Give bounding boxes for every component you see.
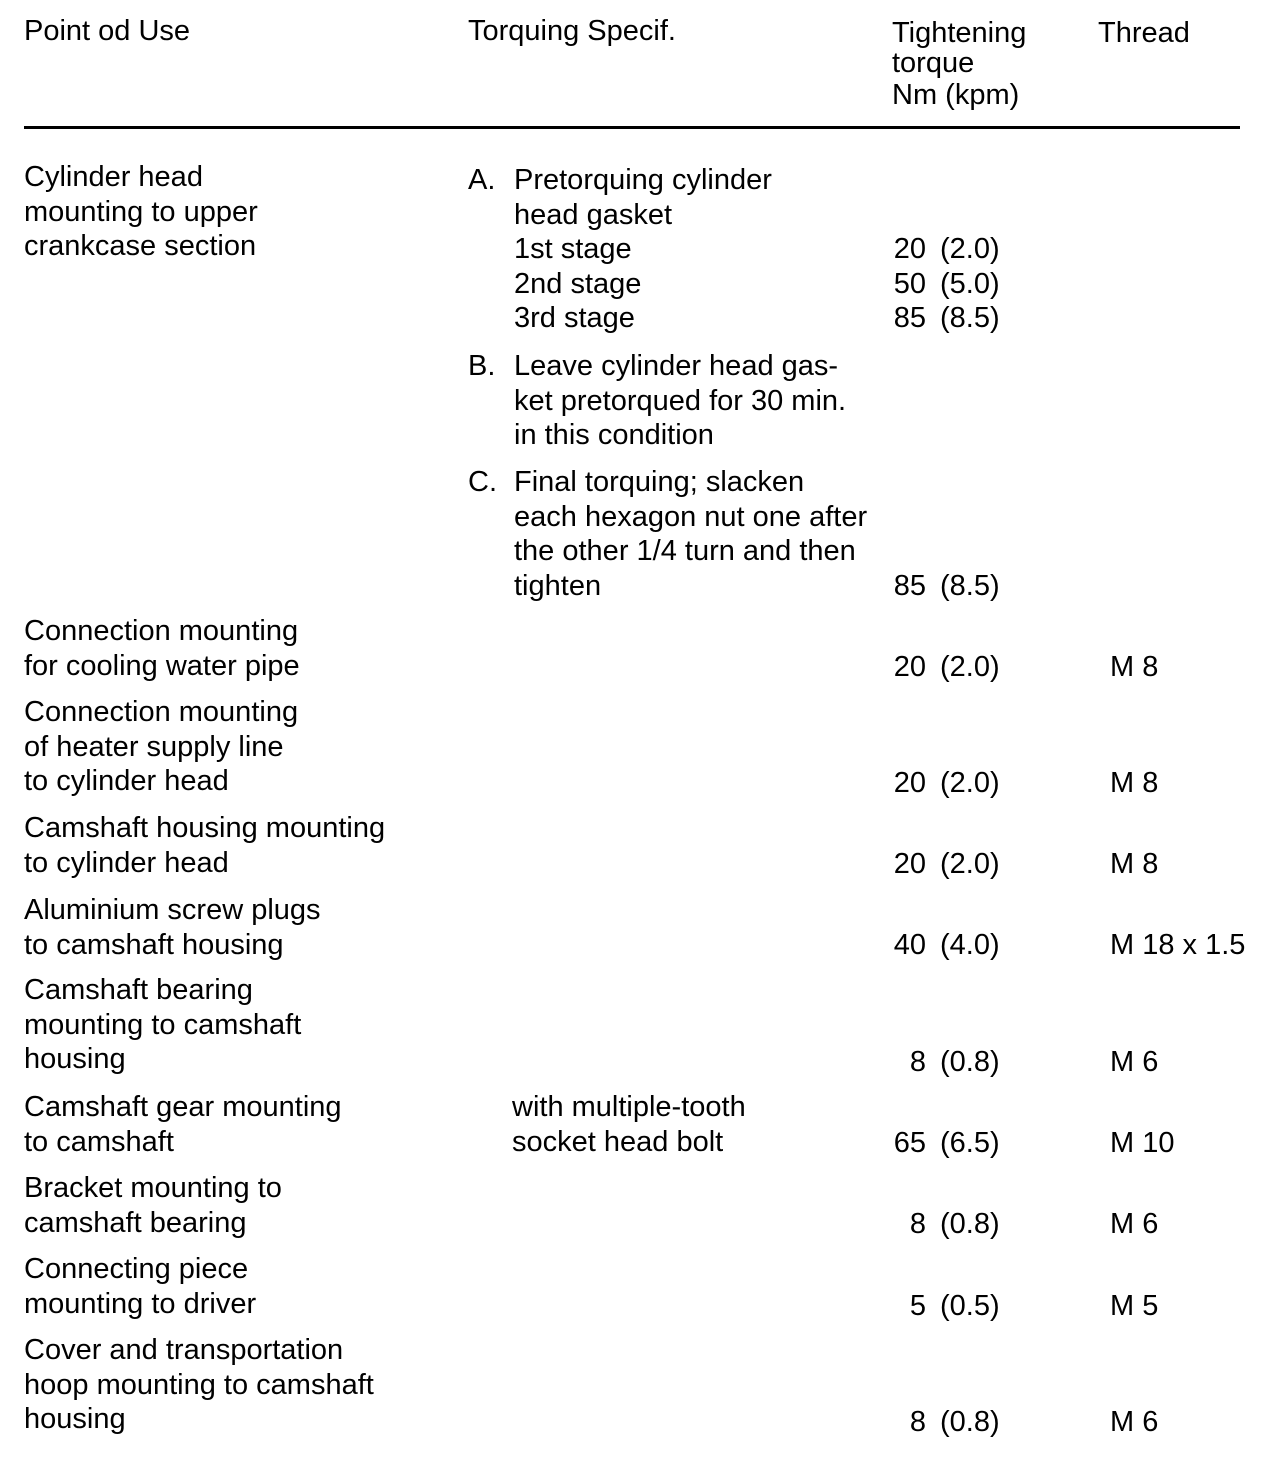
- point-line: mounting to upper: [24, 195, 258, 228]
- row-thread: M 6: [1110, 1046, 1159, 1078]
- stage-kpm: (5.0): [940, 267, 1000, 300]
- point-line: mounting to camshaft: [24, 1008, 302, 1041]
- row-thread: M 5: [1110, 1290, 1159, 1322]
- stage-kpm-values: [940, 232, 1000, 336]
- point-line: Camshaft housing mounting: [24, 812, 386, 844]
- row-point: [24, 893, 321, 962]
- row-point: [24, 695, 298, 799]
- spec-line: socket head bolt: [512, 1125, 724, 1158]
- step-a-text: [514, 163, 772, 336]
- spec-line: Pretorquing cylinder: [514, 164, 772, 196]
- stage-kpm: (8.5): [940, 302, 1000, 334]
- stage-kpm: (2.0): [940, 233, 1000, 265]
- point-line: to camshaft: [24, 1125, 174, 1158]
- step-b-text: [514, 349, 846, 453]
- point-line: mounting to driver: [24, 1287, 257, 1320]
- spec-line: Leave cylinder head gas-: [514, 350, 839, 382]
- row-kpm: (2.0): [940, 767, 1000, 799]
- point-line: Aluminium screw plugs: [24, 894, 321, 926]
- step-a-marker: A.: [468, 164, 496, 196]
- stage-label: 2nd stage: [514, 267, 642, 300]
- point-line: Cover and transportation: [24, 1334, 344, 1366]
- row-thread: M 8: [1110, 767, 1159, 799]
- point-line: Connection mounting: [24, 696, 299, 728]
- header-point-of-use: Point od Use: [24, 15, 191, 47]
- point-line: crankcase section: [24, 230, 257, 262]
- header-torquing-spec: Torquing Specif.: [468, 15, 676, 47]
- spec-line: in this condition: [514, 419, 714, 451]
- spec-line: ket pretorqued for 30 min.: [514, 384, 847, 417]
- row-kpm: (0.5): [940, 1290, 1000, 1322]
- cylinder-head-point: [24, 160, 258, 264]
- step-c-kpm: (8.5): [940, 570, 1000, 602]
- spec-line: tighten: [514, 569, 602, 602]
- point-line: Bracket mounting to: [24, 1172, 282, 1204]
- step-b-marker: B.: [468, 350, 496, 382]
- row-nm: 40: [893, 929, 926, 961]
- row-point: [24, 973, 301, 1077]
- spec-line: head gasket: [514, 198, 673, 231]
- row-nm: 65: [893, 1127, 926, 1159]
- row-kpm: (2.0): [940, 848, 1000, 880]
- row-thread: M 10: [1110, 1127, 1175, 1159]
- point-line: to cylinder head: [24, 846, 229, 879]
- point-line: hoop mounting to camshaft: [24, 1368, 374, 1401]
- stage-nm: 50: [893, 267, 926, 300]
- stage-nm-values: [870, 232, 926, 336]
- row-point: [24, 811, 385, 880]
- row-nm: 8: [909, 1046, 926, 1078]
- stage-label: 1st stage: [514, 233, 632, 265]
- row-nm: 20: [893, 848, 926, 880]
- point-line: Camshaft bearing: [24, 974, 253, 1006]
- header-torque-line: torque: [892, 47, 975, 79]
- row-kpm: (0.8): [940, 1046, 1000, 1078]
- row-kpm: (6.5): [940, 1127, 1000, 1159]
- row-nm: 5: [909, 1290, 926, 1322]
- row-kpm: (0.8): [940, 1208, 1000, 1240]
- step-c-marker: C.: [468, 466, 497, 498]
- point-line: Connection mounting: [24, 615, 299, 647]
- point-line: of heater supply line: [24, 730, 284, 763]
- point-line: Camshaft gear mounting: [24, 1091, 342, 1123]
- stage-label: 3rd stage: [514, 302, 635, 334]
- row-point: [24, 1171, 282, 1240]
- header-tightening-torque: [892, 16, 1026, 112]
- point-line: housing: [24, 1403, 126, 1435]
- row-spec: [512, 1090, 746, 1159]
- header-thread: Thread: [1098, 17, 1190, 49]
- point-line: Cylinder head: [24, 161, 203, 193]
- row-kpm: (4.0): [940, 929, 1000, 961]
- row-point: [24, 1090, 342, 1159]
- row-nm: 20: [893, 767, 926, 799]
- row-thread: M 6: [1110, 1406, 1159, 1438]
- row-nm: 20: [893, 651, 926, 683]
- header-torque-line: Nm (kpm): [892, 79, 1020, 111]
- row-thread: M 6: [1110, 1208, 1159, 1240]
- header-torque-line: Tightening: [892, 17, 1027, 49]
- point-line: to camshaft housing: [24, 928, 284, 961]
- row-thread: M 8: [1110, 848, 1159, 880]
- stage-nm: 20: [893, 233, 926, 265]
- step-c-text: [514, 465, 867, 603]
- row-kpm: (2.0): [940, 651, 1000, 683]
- point-line: for cooling water pipe: [24, 649, 300, 682]
- spec-line: the other 1/4 turn and then: [514, 535, 856, 567]
- row-kpm: (0.8): [940, 1406, 1000, 1438]
- point-line: camshaft bearing: [24, 1206, 247, 1239]
- header-divider: [24, 126, 1240, 129]
- row-thread: M 18 x 1.5: [1110, 929, 1246, 961]
- row-nm: 8: [909, 1208, 926, 1240]
- spec-line: Final torquing; slacken: [514, 466, 805, 498]
- spec-line: each hexagon nut one after: [514, 500, 868, 533]
- spec-line: with multiple-tooth: [512, 1091, 746, 1123]
- point-line: housing: [24, 1043, 126, 1075]
- point-line: Connecting piece: [24, 1253, 249, 1285]
- row-point: [24, 1252, 256, 1321]
- row-point: [24, 614, 300, 683]
- point-line: to cylinder head: [24, 765, 229, 797]
- step-c-nm: 85: [893, 570, 926, 602]
- row-point: [24, 1333, 374, 1437]
- row-nm: 8: [909, 1406, 926, 1438]
- row-thread: M 8: [1110, 651, 1159, 683]
- stage-nm: 85: [893, 302, 926, 334]
